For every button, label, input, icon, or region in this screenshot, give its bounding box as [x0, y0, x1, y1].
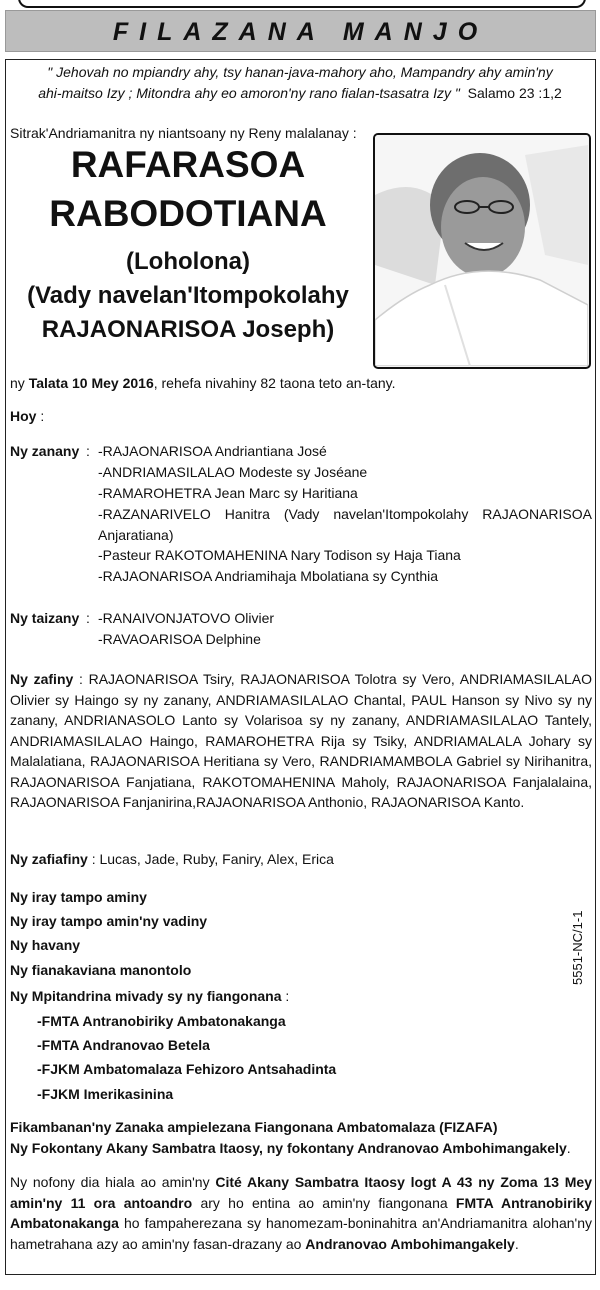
intro-text: Sitrak'Andriamanitra ny niantsoany ny Reny malalanay : [10, 125, 357, 141]
header-banner [5, 10, 596, 52]
church-item: -FMTA Andranovao Betela [37, 1037, 210, 1053]
grandchildren-label: Ny zafiny [10, 671, 74, 687]
funeral-paragraph: Ny nofony dia hiala ao amin'ny Cité Akany Sambatra Itaosy logt A 43 ny Zoma 13 Mey amin'ny 11 ora antoandro ary ho entina ao amin'ny fiangonana FMTA Antranobiriky Ambatonakanga ho fampaherezana sy hanomezam-boninahitra an'Andriamanitra alohan'ny hametrahana azy ao amin'ny fasan-drazany ao Andranovao Ambohimangakely. [10, 1174, 593, 1252]
church-item: -FJKM Imerikasinina [37, 1086, 174, 1102]
verse-line-1: " Jehovah no mpiandry ahy, tsy hanan-java-mahory aho, Mampandry ahy amin'ny [47, 64, 553, 80]
deceased-first-name: RAFARASOA [70, 144, 306, 185]
relatives-item: Ny iray tampo aminy [10, 889, 147, 905]
spouse-line-2: RAJAONARISOA Joseph) [41, 316, 335, 343]
child-item: -RAJAONARISOA Andriamihaja Mbolatiana sy Cynthia [98, 568, 439, 584]
portrait-photo [373, 133, 591, 369]
child-item: -RAMAROHETRA Jean Marc sy Haritiana [98, 485, 358, 501]
top-frame-border [18, 0, 586, 8]
churches-label: Ny Mpitandrina mivady sy ny fiangonana : [10, 988, 290, 1004]
association-line-2: Ny Fokontany Akany Sambatra Itaosy, ny fokontany Andranovao Ambohimangakely. [10, 1140, 571, 1156]
sibling-item: -RANAIVONJATOVO Olivier [98, 610, 275, 626]
funeral-location-time: Cité Akany Sambatra Itaosy logt A 43 ny Zoma 13 Mey amin'ny 11 ora antoandro [10, 1174, 592, 1211]
deceased-last-name: RABODOTIANA [49, 193, 327, 234]
church-item: -FJKM Ambatomalaza Fehizoro Antsahadinta [37, 1061, 337, 1077]
burial-place: Andranovao Ambohimangakely [305, 1235, 515, 1252]
bible-verse [8, 62, 592, 103]
death-date: Talata 10 Mey 2016 [28, 375, 154, 391]
relatives-item: Ny iray tampo amin'ny vadiny [10, 913, 208, 929]
siblings-colon: : [86, 610, 90, 626]
children-colon: : [86, 443, 90, 459]
siblings-label: Ny taizany [10, 610, 80, 626]
child-item: -ANDRIAMASILALAO Modeste sy Joséane [98, 464, 368, 480]
spouse-line-1: (Vady navelan'Itompokolahy [27, 282, 349, 309]
sibling-item: -RAVAOARISOA Delphine [98, 631, 261, 647]
reference-code: 5551-NC/1-1 [570, 910, 585, 985]
association-line-1: Fikambanan'ny Zanaka ampielezana Fiangonana Ambatomalaza (FIZAFA) [10, 1119, 498, 1135]
funeral-church: FMTA Antranobiriky Ambatonakanga [10, 1194, 593, 1231]
children-label: Ny zanany [10, 443, 80, 459]
portrait-illustration [375, 135, 588, 366]
death-info: ny Talata 10 Mey 2016, rehefa nivahiny 82 taona teto an-tany. [10, 375, 396, 391]
relatives-item: Ny havany [10, 937, 81, 953]
church-item: -FMTA Antranobiriky Ambatonakanga [37, 1013, 286, 1029]
page-title: FILAZANA MANJO [112, 18, 489, 46]
verse-reference: Salamo 23 :1,2 [467, 84, 562, 101]
child-item: -RAJAONARISOA Andriantiana José [98, 443, 327, 459]
relatives-item: Ny fianakaviana manontolo [10, 962, 192, 978]
great-grandchildren-paragraph: Ny zafiafiny : Lucas, Jade, Ruby, Faniry, Alex, Erica [10, 851, 334, 867]
deceased-status: (Loholona) [126, 248, 250, 275]
child-item: -Pasteur RAKOTOMAHENINA Nary Todison sy Haja Tiana [98, 547, 461, 563]
grandchildren-paragraph: Ny zafiny : RAJAONARISOA Tsiry, RAJAONARISOA Tolotra sy Vero, ANDRIAMASILALAO Olivier sy Haingo sy ny zanany, ANDRIAMASILALAO Chantal, PAUL Hanson sy Nivo sy ny zanany, ANDRIANASOLO Lanto sy Volarisoa sy ny zanany, ANDRIAMASILALAO Tantely, ANDRIAMASILALAO Haingo, RAMAROHETRA Rija sy Tsiky, ANDRIAMALALA Johary sy Malalatiana, RAJAONARISOA Heritiana sy Vero, RANDRIAMAMBOLA Gabriel sy Nirihanitra, RAJAONARISOA Fanjatiana, RAKOTOMAHENINA Maholy, RAJAONARISOA Fanjalalaina, RAJAONARISOA Fanjanirina,RAJAONARISOA Anthonio, RAJAONARISOA Kanto. [10, 671, 592, 810]
verse-line-2: ahi-maitso Izy ; Mitondra ahy eo amoron'ny rano fialan-tsasatra Izy " Salamo 23 :1,2 [38, 84, 562, 101]
great-grandchildren-label: Ny zafiafiny [10, 851, 88, 867]
hoy-label: Hoy : [10, 408, 45, 424]
child-item: -RAZANARIVELO Hanitra (Vady navelan'Itompokolahy RAJAONARISOA Anjaratiana) [98, 506, 592, 543]
